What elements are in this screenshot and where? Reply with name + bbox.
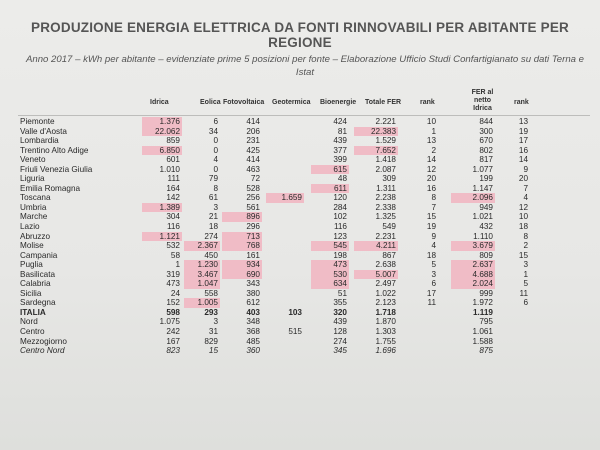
cell-fer: 670: [479, 136, 493, 146]
cell-fer: 1.147: [472, 183, 493, 193]
cell-fer: 300: [479, 126, 493, 136]
cell-bio: 284: [333, 202, 347, 212]
cell-idrica: 319: [166, 269, 180, 279]
cell-rank: [412, 346, 436, 356]
cell-geo: [268, 337, 302, 347]
header-eolica: Eolica: [200, 99, 221, 106]
cell-foto: 425: [246, 145, 260, 155]
cell-eolica: 558: [204, 288, 218, 298]
cell-eolica: 293: [204, 307, 218, 317]
cell-geo: [268, 260, 302, 270]
cell-fer: 2.637: [472, 260, 493, 270]
cell-geo: [268, 127, 302, 137]
region-name: Piemonte: [20, 117, 55, 126]
cell-bio: 274: [333, 336, 347, 346]
region-name: Trentino Alto Adige: [20, 145, 89, 155]
cell-foto: 296: [246, 222, 260, 232]
cell-fer: 1.588: [472, 336, 493, 346]
cell-fer: 809: [479, 250, 493, 260]
cell-bio: 439: [333, 136, 347, 146]
region-name: Nord: [20, 317, 38, 327]
cell-geo: [268, 241, 302, 251]
table-row: [0, 155, 600, 165]
region-name: Friuli Venezia Giulia: [20, 164, 93, 174]
cell-fer: 1.077: [472, 164, 493, 174]
data-table: [0, 117, 600, 356]
cell-bio: 320: [333, 307, 347, 317]
cell-rank: 9: [431, 231, 436, 241]
region-name: Marche: [20, 212, 48, 222]
cell-rank: [412, 308, 436, 318]
cell-rank: 14: [426, 155, 436, 165]
cell-tot: 549: [382, 222, 396, 232]
cell-geo: [268, 203, 302, 213]
region-name: Toscana: [20, 193, 51, 203]
cell-rank2: 12: [518, 202, 528, 212]
cell-tot: 1.303: [375, 327, 396, 337]
cell-bio: 51: [337, 288, 347, 298]
cell-foto: 161: [246, 250, 260, 260]
cell-rank: [412, 317, 436, 327]
table-row: [0, 212, 600, 222]
cell-geo: [268, 251, 302, 261]
cell-foto: 231: [246, 136, 260, 146]
region-name: Calabria: [20, 279, 51, 289]
region-name: ITALIA: [20, 307, 46, 317]
cell-geo: [268, 270, 302, 280]
cell-tot: 2.497: [375, 279, 396, 289]
cell-tot: 7.652: [375, 145, 396, 155]
cell-rank: 4: [431, 241, 436, 251]
cell-fer: 3.679: [472, 241, 493, 251]
cell-idrica: 1.376: [159, 117, 180, 126]
cell-geo: [268, 298, 302, 308]
cell-foto: 561: [246, 202, 260, 212]
cell-rank: 5: [431, 260, 436, 270]
cell-rank: 8: [431, 193, 436, 203]
cell-bio: 120: [333, 193, 347, 203]
cell-bio: 439: [333, 317, 347, 327]
cell-tot: 4.211: [376, 241, 396, 251]
cell-eolica: 18: [208, 222, 218, 232]
cell-fer: 1.119: [472, 307, 493, 317]
cell-rank: [412, 327, 436, 337]
cell-fer: 1.972: [472, 298, 493, 308]
cell-bio: 102: [333, 212, 347, 222]
cell-idrica: 58: [170, 250, 180, 260]
cell-rank2: 11: [519, 288, 528, 298]
cell-eolica: 34: [208, 126, 218, 136]
cell-geo: [268, 146, 302, 156]
cell-idrica: 601: [166, 155, 180, 165]
cell-rank: 13: [426, 136, 436, 146]
cell-fer: 2.096: [472, 193, 493, 203]
cell-geo: [268, 155, 302, 165]
region-name: Lombardia: [20, 136, 59, 146]
cell-eolica: 61: [208, 193, 218, 203]
cell-geo: [268, 289, 302, 299]
cell-eolica: 21: [208, 212, 218, 222]
cell-geo: [268, 346, 302, 356]
cell-bio: 355: [333, 298, 347, 308]
cell-idrica: 859: [166, 136, 180, 146]
cell-fer: 1.061: [472, 327, 493, 337]
table-row: [0, 346, 600, 356]
table-row: [0, 317, 600, 327]
cell-rank: 19: [426, 222, 436, 232]
cell-eolica: 79: [208, 174, 218, 184]
region-name: Basilicata: [20, 269, 56, 279]
cell-bio: 634: [333, 279, 347, 289]
cell-bio: 399: [333, 155, 347, 165]
cell-rank2: [504, 327, 528, 337]
cell-eolica: 2.367: [197, 241, 218, 251]
region-name: Mezzogiorno: [20, 336, 67, 346]
cell-tot: 1.755: [375, 336, 396, 346]
cell-rank: 20: [426, 174, 436, 184]
cell-foto: 414: [246, 155, 260, 165]
cell-rank: [412, 337, 436, 347]
cell-rank2: 15: [518, 250, 528, 260]
cell-bio: 123: [333, 231, 347, 241]
header-divider: [18, 115, 590, 116]
cell-bio: 48: [337, 174, 347, 184]
table-row: [0, 260, 600, 270]
region-name: Emilia Romagna: [20, 183, 81, 193]
cell-idrica: 1.010: [159, 164, 180, 174]
table-row: [0, 308, 600, 318]
cell-rank: 7: [431, 202, 436, 212]
cell-rank2: 18: [518, 222, 528, 232]
cell-tot: 1.325: [375, 212, 396, 222]
cell-rank2: 3: [523, 260, 528, 270]
cell-eolica: 1.230: [197, 260, 218, 270]
region-name: Sicilia: [20, 288, 42, 298]
table-row: [0, 222, 600, 232]
cell-fer: 795: [479, 317, 493, 327]
cell-bio: 545: [333, 241, 347, 251]
cell-foto: 612: [246, 298, 260, 308]
table-row: [0, 337, 600, 347]
cell-foto: 72: [250, 174, 260, 184]
table-row: [0, 184, 600, 194]
table-row: [0, 203, 600, 213]
region-name: Sardegna: [20, 298, 56, 308]
cell-rank: 11: [427, 298, 436, 308]
cell-bio: 473: [333, 260, 347, 270]
cell-rank: 18: [426, 250, 436, 260]
cell-rank: 1: [431, 126, 436, 136]
cell-rank2: 6: [523, 298, 528, 308]
cell-tot: 5.007: [375, 269, 396, 279]
cell-eolica: 0: [213, 164, 218, 174]
cell-foto: 713: [246, 231, 260, 241]
cell-bio: 424: [333, 117, 347, 126]
cell-foto: 528: [246, 183, 260, 193]
region-name: Centro Nord: [20, 346, 65, 356]
cell-tot: 2.338: [375, 202, 396, 212]
cell-tot: 2.238: [375, 193, 396, 203]
cell-fer: 1.110: [473, 231, 493, 241]
table-row: [0, 251, 600, 261]
table-row: [0, 279, 600, 289]
cell-rank2: [504, 308, 528, 318]
cell-fer: 875: [479, 346, 493, 356]
table-row: [0, 136, 600, 146]
cell-idrica: 1.075: [159, 317, 180, 327]
header-rank-2: rank: [514, 99, 529, 106]
cell-foto: 414: [246, 117, 260, 126]
table-row: [0, 298, 600, 308]
cell-idrica: 24: [170, 288, 180, 298]
page-title: PRODUZIONE ENERGIA ELETTRICA DA FONTI RINNOVABILI PER ABITANTE PER REGIONE: [31, 20, 569, 50]
cell-eolica: 3: [213, 317, 218, 327]
cell-idrica: 22.062: [154, 126, 180, 136]
cell-idrica: 1.389: [159, 202, 180, 212]
cell-tot: 1.529: [375, 136, 396, 146]
cell-fer: 999: [479, 288, 493, 298]
cell-fer: 802: [479, 145, 493, 155]
table-row: [0, 241, 600, 251]
cell-rank2: 2: [523, 241, 528, 251]
cell-rank: 3: [431, 269, 436, 279]
region-name: Liguria: [20, 174, 45, 184]
cell-rank: 2: [431, 145, 436, 155]
cell-rank2: [504, 317, 528, 327]
cell-rank2: [504, 346, 528, 356]
cell-tot: 2.231: [375, 231, 396, 241]
table-row: [0, 270, 600, 280]
cell-eolica: 15: [208, 346, 218, 356]
cell-fer: 844: [479, 117, 493, 126]
cell-foto: 348: [246, 317, 260, 327]
cell-fer: 199: [479, 174, 493, 184]
cell-idrica: 6.850: [159, 145, 180, 155]
table-row: [0, 289, 600, 299]
cell-fer: 432: [479, 222, 493, 232]
cell-idrica: 598: [166, 307, 180, 317]
cell-eolica: 6: [213, 117, 218, 126]
cell-tot: 2.123: [375, 298, 396, 308]
header-rank: rank: [420, 99, 435, 106]
cell-eolica: 274: [204, 231, 218, 241]
cell-rank: 10: [426, 117, 436, 126]
cell-foto: 206: [246, 126, 260, 136]
cell-idrica: 111: [167, 174, 180, 184]
cell-geo: [268, 184, 302, 194]
cell-bio: 530: [333, 269, 347, 279]
cell-foto: 360: [246, 346, 260, 356]
cell-tot: 2.638: [375, 260, 396, 270]
cell-idrica: 473: [166, 279, 180, 289]
cell-foto: 896: [246, 212, 260, 222]
cell-tot: 2.221: [375, 117, 396, 126]
cell-fer: 4.688: [472, 269, 493, 279]
cell-idrica: 164: [166, 183, 180, 193]
cell-foto: 380: [246, 288, 260, 298]
region-name: Veneto: [20, 155, 46, 165]
cell-rank2: 7: [523, 183, 528, 193]
cell-geo: 103: [288, 307, 302, 317]
cell-geo: [268, 279, 302, 289]
cell-bio: 81: [337, 126, 347, 136]
cell-idrica: 532: [166, 241, 180, 251]
cell-rank2: 5: [523, 279, 528, 289]
cell-tot: 22.383: [370, 126, 396, 136]
header-totale-fer: Totale FER: [365, 99, 402, 106]
cell-tot: 867: [382, 250, 396, 260]
cell-fer: 1.021: [472, 212, 493, 222]
cell-tot: 1.718: [375, 307, 396, 317]
cell-geo: [268, 174, 302, 184]
cell-idrica: 167: [166, 336, 180, 346]
cell-rank2: 16: [518, 145, 528, 155]
cell-idrica: 142: [166, 193, 180, 203]
cell-rank2: 13: [518, 117, 528, 126]
cell-foto: 463: [246, 164, 260, 174]
cell-foto: 690: [246, 269, 260, 279]
cell-eolica: 0: [213, 136, 218, 146]
cell-rank2: 17: [518, 136, 528, 146]
region-name: Lazio: [20, 222, 40, 232]
region-name: Molise: [20, 241, 44, 251]
cell-tot: 1.311: [376, 183, 396, 193]
cell-tot: 2.087: [375, 164, 396, 174]
cell-bio: 611: [333, 183, 347, 193]
cell-tot: 1.696: [375, 346, 396, 356]
cell-eolica: 0: [213, 145, 218, 155]
cell-fer: 949: [479, 202, 493, 212]
cell-tot: 1.870: [375, 317, 396, 327]
header-fotovoltaica: Fotovoltaica: [223, 99, 265, 106]
cell-idrica: 242: [166, 327, 180, 337]
header-geotermica: Geotermica: [272, 99, 311, 106]
cell-tot: 1.022: [375, 288, 396, 298]
cell-rank2: 4: [523, 193, 528, 203]
cell-rank2: 14: [518, 155, 528, 165]
region-name: Puglia: [20, 260, 43, 270]
cell-geo: [268, 317, 302, 327]
cell-idrica: 152: [166, 298, 180, 308]
page-subtitle: Anno 2017 – kWh per abitante – evidenziate prime 5 posizioni per fonte – Elaborazione Ufficio Studi Confartigianato su dati Terna e Istat: [25, 54, 585, 78]
cell-eolica: 1.047: [197, 279, 218, 289]
cell-eolica: 1.005: [197, 298, 218, 308]
cell-geo: [268, 165, 302, 175]
header-bioenergie: Bioenergie: [320, 99, 357, 106]
cell-eolica: 31: [208, 327, 218, 337]
region-name: Umbria: [20, 202, 47, 212]
cell-rank2: 19: [518, 126, 528, 136]
cell-eolica: 829: [204, 336, 218, 346]
cell-rank2: 9: [523, 164, 528, 174]
cell-rank: 16: [426, 183, 436, 193]
table-row: [0, 174, 600, 184]
cell-geo: [268, 136, 302, 146]
region-name: Abruzzo: [20, 231, 51, 241]
cell-fer: 2.024: [472, 279, 493, 289]
table-row: [0, 193, 600, 203]
cell-foto: 934: [246, 260, 260, 270]
cell-rank: 12: [426, 164, 436, 174]
cell-geo: [268, 222, 302, 232]
cell-foto: 768: [246, 241, 260, 251]
cell-idrica: 823: [166, 346, 180, 356]
region-name: Valle d'Aosta: [20, 126, 67, 136]
cell-tot: 1.418: [375, 155, 396, 165]
cell-geo: 515: [288, 327, 302, 337]
cell-rank2: [504, 337, 528, 347]
cell-foto: 403: [246, 307, 260, 317]
header-fer-netto-idrica: FER al netto Idrica: [471, 89, 494, 112]
cell-rank2: 20: [518, 174, 528, 184]
region-name: Centro: [20, 327, 45, 337]
table-row: [0, 232, 600, 242]
cell-eolica: 3: [213, 202, 218, 212]
cell-bio: 345: [333, 346, 347, 356]
cell-foto: 485: [246, 336, 260, 346]
cell-foto: 256: [246, 193, 260, 203]
region-name: Campania: [20, 250, 58, 260]
cell-geo: 1.659: [281, 193, 302, 203]
cell-bio: 377: [333, 145, 347, 155]
cell-rank: 17: [426, 288, 436, 298]
cell-foto: 368: [246, 327, 260, 337]
table-row: [0, 146, 600, 156]
cell-idrica: 304: [166, 212, 180, 222]
cell-geo: [268, 212, 302, 222]
cell-idrica: 1: [175, 260, 180, 270]
table-row: [0, 327, 600, 337]
cell-eolica: 450: [204, 250, 218, 260]
cell-geo: [268, 117, 302, 127]
cell-fer: 817: [479, 155, 493, 165]
cell-eolica: 4: [213, 155, 218, 165]
cell-eolica: 8: [213, 183, 218, 193]
cell-foto: 343: [246, 279, 260, 289]
cell-idrica: 1.121: [159, 231, 180, 241]
cell-bio: 198: [333, 250, 347, 260]
cell-eolica: 3.467: [197, 269, 218, 279]
cell-rank: 15: [426, 212, 436, 222]
cell-tot: 309: [382, 174, 396, 184]
cell-idrica: 116: [166, 222, 180, 232]
cell-rank2: 1: [523, 269, 528, 279]
table-row: [0, 117, 600, 127]
table-row: [0, 165, 600, 175]
table-row: [0, 127, 600, 137]
header-idrica: Idrica: [150, 99, 169, 106]
cell-rank: 6: [431, 279, 436, 289]
cell-bio: 116: [333, 222, 347, 232]
cell-bio: 615: [333, 164, 347, 174]
cell-rank2: 8: [523, 231, 528, 241]
cell-geo: [268, 232, 302, 242]
cell-bio: 128: [333, 327, 347, 337]
cell-rank2: 10: [518, 212, 528, 222]
